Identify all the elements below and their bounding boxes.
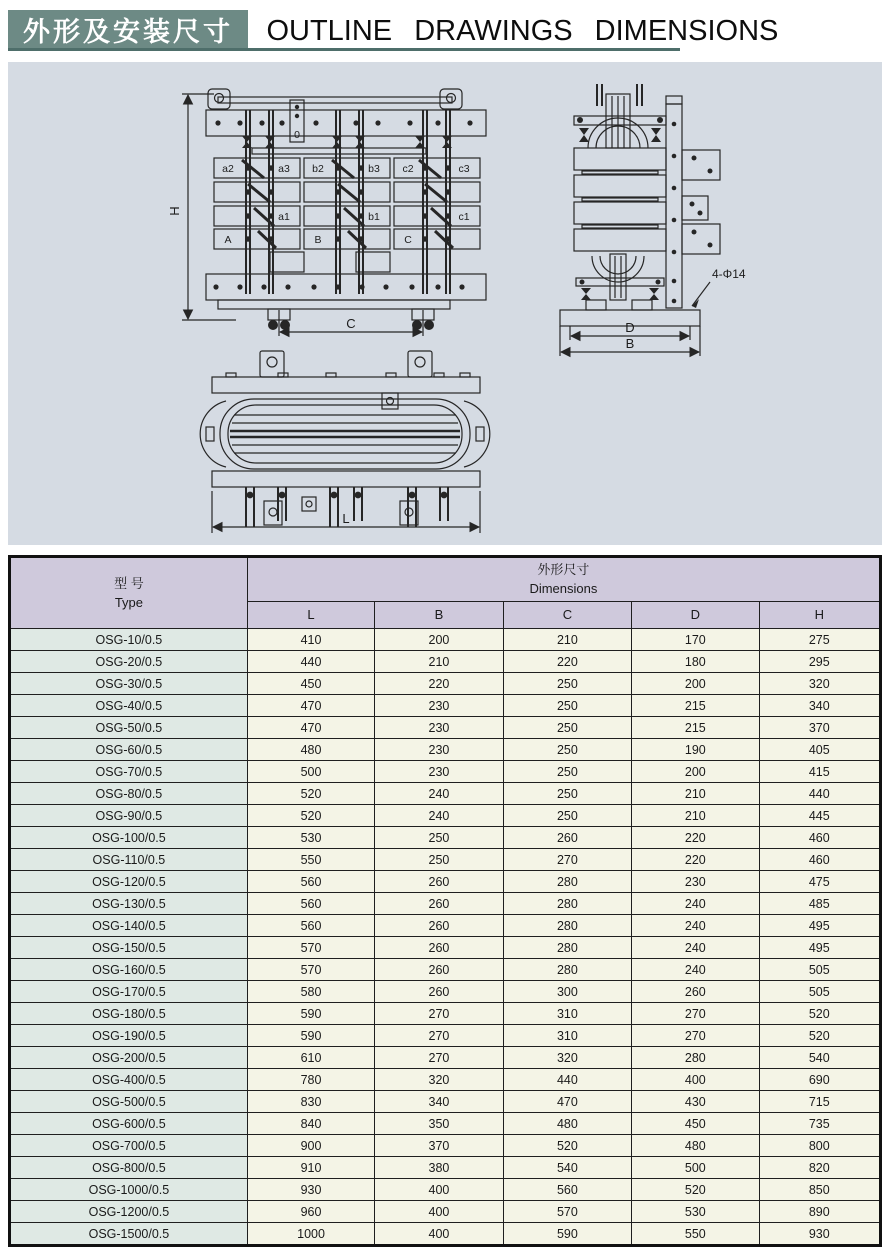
table-row: [10, 717, 881, 739]
table-header-type: [10, 557, 248, 629]
terminal-label: b2: [312, 163, 324, 175]
dimension-value-cell: 210: [503, 629, 631, 651]
column-header-b: B: [375, 601, 503, 628]
table-row: [10, 651, 881, 673]
dimension-value-cell: 405: [759, 739, 880, 761]
dim-label-b: B: [625, 336, 635, 351]
dimension-value-cell: 470: [503, 1091, 631, 1113]
dimension-value-cell: 505: [759, 981, 880, 1003]
table-row: [10, 871, 881, 893]
dimension-value-cell: 550: [632, 1223, 759, 1246]
dim-label-l: L: [342, 511, 350, 526]
table-row: [10, 1223, 881, 1246]
dimension-value-cell: 540: [503, 1157, 631, 1179]
dimension-value-cell: 850: [759, 1179, 880, 1201]
table-row: [10, 629, 881, 651]
dimension-value-cell: 270: [632, 1003, 759, 1025]
dimension-value-cell: 520: [759, 1003, 880, 1025]
dimension-value-cell: 260: [375, 937, 503, 959]
dimension-value-cell: 270: [375, 1025, 503, 1047]
dimension-value-cell: 520: [759, 1025, 880, 1047]
table-row: [10, 1113, 881, 1135]
model-type-cell: OSG-190/0.5: [10, 1025, 248, 1047]
terminal-label: A: [224, 234, 232, 246]
dimension-value-cell: 280: [503, 937, 631, 959]
dimension-value-cell: 250: [503, 805, 631, 827]
table-row: [10, 739, 881, 761]
dimension-value-cell: 250: [503, 673, 631, 695]
dimension-value-cell: 570: [503, 1201, 631, 1223]
dimension-value-cell: 505: [759, 959, 880, 981]
dimension-value-cell: 910: [247, 1157, 374, 1179]
dimension-value-cell: 590: [503, 1223, 631, 1246]
model-type-cell: OSG-110/0.5: [10, 849, 248, 871]
model-type-cell: OSG-10/0.5: [10, 629, 248, 651]
dimension-value-cell: 520: [247, 783, 374, 805]
dimension-value-cell: 475: [759, 871, 880, 893]
terminal-label: a1: [278, 211, 290, 223]
dimension-value-cell: 300: [503, 981, 631, 1003]
dimensions-table-body: [10, 629, 881, 1246]
model-type-cell: OSG-1500/0.5: [10, 1223, 248, 1246]
dimension-value-cell: 320: [375, 1069, 503, 1091]
dimension-value-cell: 560: [247, 915, 374, 937]
dimension-value-cell: 220: [503, 651, 631, 673]
model-type-cell: OSG-500/0.5: [10, 1091, 248, 1113]
dimension-value-cell: 480: [247, 739, 374, 761]
table-header-type-zh: 型 号: [114, 575, 144, 591]
dimension-value-cell: 220: [632, 849, 759, 871]
dimension-value-cell: 780: [247, 1069, 374, 1091]
dimension-value-cell: 450: [247, 673, 374, 695]
dimension-value-cell: 580: [247, 981, 374, 1003]
dimension-value-cell: 180: [632, 651, 759, 673]
dimension-value-cell: 830: [247, 1091, 374, 1113]
dimension-value-cell: 295: [759, 651, 880, 673]
terminal-label: b3: [368, 163, 380, 175]
column-header-l: L: [247, 601, 374, 628]
terminal-label: a3: [278, 163, 290, 175]
dimension-value-cell: 370: [759, 717, 880, 739]
dimension-value-cell: 530: [632, 1201, 759, 1223]
dimension-value-cell: 410: [247, 629, 374, 651]
dimension-value-cell: 260: [375, 915, 503, 937]
dimension-value-cell: 275: [759, 629, 880, 651]
dimension-value-cell: 440: [247, 651, 374, 673]
model-type-cell: OSG-600/0.5: [10, 1113, 248, 1135]
model-type-cell: OSG-1000/0.5: [10, 1179, 248, 1201]
dimension-value-cell: 215: [632, 695, 759, 717]
table-header-dimensions: [247, 557, 880, 602]
dimension-value-cell: 735: [759, 1113, 880, 1135]
dimension-value-cell: 930: [759, 1223, 880, 1246]
dimension-value-cell: 200: [632, 761, 759, 783]
dimension-value-cell: 215: [632, 717, 759, 739]
dimension-value-cell: 480: [632, 1135, 759, 1157]
dimension-value-cell: 240: [632, 915, 759, 937]
dimension-value-cell: 250: [503, 717, 631, 739]
dimension-value-cell: 400: [632, 1069, 759, 1091]
dimension-value-cell: 260: [632, 981, 759, 1003]
dimension-value-cell: 440: [503, 1069, 631, 1091]
dimension-value-cell: 240: [375, 783, 503, 805]
dimension-value-cell: 800: [759, 1135, 880, 1157]
dimension-value-cell: 415: [759, 761, 880, 783]
page-title-english: OUTLINE DRAWINGS DIMENSIONS: [266, 15, 779, 47]
table-row: [10, 1069, 881, 1091]
dimension-value-cell: 500: [247, 761, 374, 783]
dimension-value-cell: 890: [759, 1201, 880, 1223]
dimensions-table: [8, 555, 882, 1247]
table-row: [10, 893, 881, 915]
column-header-c: C: [503, 601, 631, 628]
model-type-cell: OSG-800/0.5: [10, 1157, 248, 1179]
dimension-value-cell: 1000: [247, 1223, 374, 1246]
dimension-value-cell: 250: [503, 783, 631, 805]
dimension-value-cell: 590: [247, 1025, 374, 1047]
dimension-value-cell: 690: [759, 1069, 880, 1091]
model-type-cell: OSG-200/0.5: [10, 1047, 248, 1069]
dimension-value-cell: 230: [375, 739, 503, 761]
title-underline: [8, 48, 680, 51]
dimension-value-cell: 220: [375, 673, 503, 695]
model-type-cell: OSG-180/0.5: [10, 1003, 248, 1025]
dimension-value-cell: 190: [632, 739, 759, 761]
table-row: [10, 1135, 881, 1157]
model-type-cell: OSG-150/0.5: [10, 937, 248, 959]
dimension-value-cell: 840: [247, 1113, 374, 1135]
dimension-value-cell: 530: [247, 827, 374, 849]
table-row: [10, 827, 881, 849]
dimension-value-cell: 520: [632, 1179, 759, 1201]
model-type-cell: OSG-160/0.5: [10, 959, 248, 981]
dimension-value-cell: 540: [759, 1047, 880, 1069]
dimension-value-cell: 260: [503, 827, 631, 849]
model-type-cell: OSG-1200/0.5: [10, 1201, 248, 1223]
dimension-value-cell: 560: [247, 871, 374, 893]
dimension-value-cell: 230: [632, 871, 759, 893]
mounting-hole-note: 4-Φ14: [712, 267, 746, 281]
dimension-value-cell: 260: [375, 871, 503, 893]
dimension-value-cell: 310: [503, 1003, 631, 1025]
dimension-value-cell: 430: [632, 1091, 759, 1113]
dimension-value-cell: 230: [375, 761, 503, 783]
dimension-value-cell: 590: [247, 1003, 374, 1025]
dimension-value-cell: 340: [375, 1091, 503, 1113]
dimension-value-cell: 400: [375, 1223, 503, 1246]
table-row: [10, 673, 881, 695]
dimension-value-cell: 250: [503, 695, 631, 717]
dimension-value-cell: 495: [759, 937, 880, 959]
model-type-cell: OSG-70/0.5: [10, 761, 248, 783]
dimension-value-cell: 370: [375, 1135, 503, 1157]
dim-label-h: H: [167, 206, 182, 216]
dimension-value-cell: 240: [632, 893, 759, 915]
page-header: [8, 10, 882, 52]
table-row: [10, 1201, 881, 1223]
model-type-cell: OSG-400/0.5: [10, 1069, 248, 1091]
dimension-value-cell: 250: [503, 739, 631, 761]
model-type-cell: OSG-170/0.5: [10, 981, 248, 1003]
page-title-chinese: 外形及安装尺寸: [8, 10, 248, 48]
dimension-value-cell: 200: [375, 629, 503, 651]
dimension-value-cell: 240: [632, 959, 759, 981]
table-row: [10, 1091, 881, 1113]
dimension-value-cell: 350: [375, 1113, 503, 1135]
column-header-d: D: [632, 601, 759, 628]
dimension-value-cell: 460: [759, 849, 880, 871]
model-type-cell: OSG-60/0.5: [10, 739, 248, 761]
dimension-value-cell: 200: [632, 673, 759, 695]
dimension-value-cell: 170: [632, 629, 759, 651]
table-row: [10, 1047, 881, 1069]
dimension-value-cell: 400: [375, 1179, 503, 1201]
dimension-value-cell: 280: [632, 1047, 759, 1069]
dimension-value-cell: 240: [632, 937, 759, 959]
dimension-value-cell: 240: [375, 805, 503, 827]
model-type-cell: OSG-100/0.5: [10, 827, 248, 849]
dimension-value-cell: 230: [375, 695, 503, 717]
table-row: [10, 959, 881, 981]
dimension-value-cell: 230: [375, 717, 503, 739]
terminal-label: B: [314, 234, 322, 246]
table-row: [10, 695, 881, 717]
dimension-value-cell: 495: [759, 915, 880, 937]
dimension-value-cell: 520: [247, 805, 374, 827]
terminal-label: a2: [222, 163, 234, 175]
dimension-value-cell: 520: [503, 1135, 631, 1157]
table-row: [10, 1003, 881, 1025]
side-view-drawing: [540, 76, 770, 366]
column-header-h: H: [759, 601, 880, 628]
terminal-label: c2: [402, 163, 414, 175]
dimension-value-cell: 960: [247, 1201, 374, 1223]
table-row: [10, 981, 881, 1003]
dimension-value-cell: 210: [375, 651, 503, 673]
table-row: [10, 1025, 881, 1047]
outline-drawing-panel: [8, 62, 882, 545]
model-type-cell: OSG-80/0.5: [10, 783, 248, 805]
dimension-value-cell: 570: [247, 959, 374, 981]
dimension-value-cell: 560: [503, 1179, 631, 1201]
dim-label-c: C: [346, 316, 356, 331]
terminal-label: C: [404, 234, 412, 246]
dimension-value-cell: 500: [632, 1157, 759, 1179]
table-row: [10, 849, 881, 871]
dimension-value-cell: 470: [247, 695, 374, 717]
model-type-cell: OSG-130/0.5: [10, 893, 248, 915]
dimension-value-cell: 250: [375, 827, 503, 849]
dimension-value-cell: 270: [503, 849, 631, 871]
dimension-value-cell: 930: [247, 1179, 374, 1201]
model-type-cell: OSG-40/0.5: [10, 695, 248, 717]
dimension-value-cell: 210: [632, 783, 759, 805]
table-header-dims-zh: 外形尺寸: [537, 561, 590, 577]
table-row: [10, 1157, 881, 1179]
table-row: [10, 1179, 881, 1201]
dimension-value-cell: 250: [503, 761, 631, 783]
front-view-drawing: [167, 82, 500, 340]
model-type-cell: OSG-90/0.5: [10, 805, 248, 827]
dimension-value-cell: 270: [375, 1003, 503, 1025]
model-type-cell: OSG-140/0.5: [10, 915, 248, 937]
table-row: [10, 783, 881, 805]
dimension-value-cell: 570: [247, 937, 374, 959]
dimension-value-cell: 460: [759, 827, 880, 849]
dimensions-table-wrap: [8, 555, 882, 1247]
dimension-value-cell: 340: [759, 695, 880, 717]
dimension-value-cell: 320: [503, 1047, 631, 1069]
dimension-value-cell: 400: [375, 1201, 503, 1223]
dimension-value-cell: 480: [503, 1113, 631, 1135]
model-type-cell: OSG-30/0.5: [10, 673, 248, 695]
terminal-label: c3: [458, 163, 470, 175]
terminal-label: b1: [368, 211, 380, 223]
model-type-cell: OSG-700/0.5: [10, 1135, 248, 1157]
dimension-value-cell: 450: [632, 1113, 759, 1135]
terminal-label-neutral: 0: [294, 129, 300, 141]
dimension-value-cell: 900: [247, 1135, 374, 1157]
dimension-value-cell: 715: [759, 1091, 880, 1113]
table-row: [10, 915, 881, 937]
dimension-value-cell: 280: [503, 915, 631, 937]
table-row: [10, 805, 881, 827]
table-row: [10, 937, 881, 959]
table-row: [10, 761, 881, 783]
dimension-value-cell: 380: [375, 1157, 503, 1179]
model-type-cell: OSG-120/0.5: [10, 871, 248, 893]
table-header-type-en: Type: [114, 595, 143, 610]
dimension-value-cell: 250: [375, 849, 503, 871]
dimension-value-cell: 440: [759, 783, 880, 805]
dimension-value-cell: 610: [247, 1047, 374, 1069]
dimension-value-cell: 210: [632, 805, 759, 827]
dimension-value-cell: 560: [247, 893, 374, 915]
table-header-dims-en: Dimensions: [529, 581, 598, 597]
dimension-value-cell: 220: [632, 827, 759, 849]
terminal-label: c1: [458, 211, 470, 223]
model-type-cell: OSG-20/0.5: [10, 651, 248, 673]
dimension-value-cell: 270: [632, 1025, 759, 1047]
top-view-drawing: [190, 345, 500, 543]
dimension-value-cell: 445: [759, 805, 880, 827]
dimension-value-cell: 320: [759, 673, 880, 695]
dimension-value-cell: 485: [759, 893, 880, 915]
dim-label-d: D: [625, 320, 635, 335]
dimension-value-cell: 550: [247, 849, 374, 871]
dimension-value-cell: 270: [375, 1047, 503, 1069]
dimension-value-cell: 260: [375, 981, 503, 1003]
dimension-value-cell: 280: [503, 871, 631, 893]
dimension-value-cell: 310: [503, 1025, 631, 1047]
dimension-value-cell: 260: [375, 959, 503, 981]
dimension-value-cell: 260: [375, 893, 503, 915]
dimension-value-cell: 280: [503, 959, 631, 981]
dimension-value-cell: 820: [759, 1157, 880, 1179]
model-type-cell: OSG-50/0.5: [10, 717, 248, 739]
dimension-value-cell: 470: [247, 717, 374, 739]
dimension-value-cell: 280: [503, 893, 631, 915]
